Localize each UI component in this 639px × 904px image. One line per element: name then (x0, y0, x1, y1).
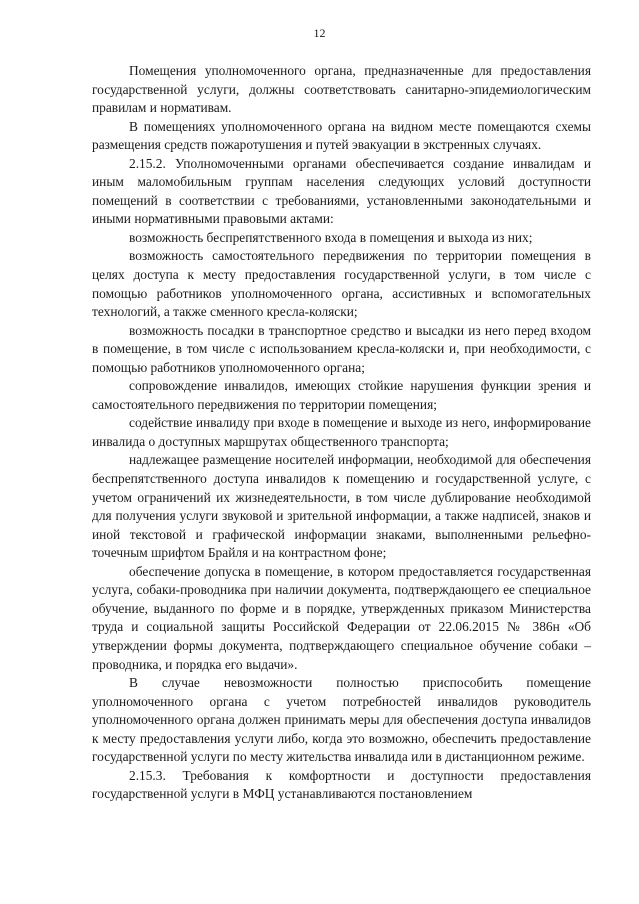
paragraph-section-2-15-3: 2.15.3. Требования к комфортности и доступности предоставления государственной услуги в МФЦ устанавливаются постановлением (92, 767, 591, 802)
paragraph-impossibility-case: В случае невозможности полностью приспособить помещение уполномоченного органа с учетом потребностей инвалидов руководитель уполномоченного органа должен принимать меры для обеспечения доступа инвалидов к месту предоставления услуги либо, когда это возможно, обеспечить предоставление государственной услуги по месту жительства инвалида или в дистанционном режиме. (92, 675, 591, 765)
document-body (92, 62, 591, 804)
paragraph-evacuation-schemes: В помещениях уполномоченного органа на видном месте помещаются схемы размещения средств пожаротушения и путей эвакуации в экстренных случаях. (92, 118, 591, 153)
paragraph-independent-movement: возможность самостоятельного передвижения по территории помещения в целях доступа к месту предоставления государственной услуги, в том числе с помощью работников уполномоченного органа, ассистивных и вспомогательных технологий, а также сменного кресла-коляски; (92, 248, 591, 320)
paragraph-guide-dog-access: обеспечение допуска в помещение, в котором предоставляется государственная услуга, собаки-проводника при наличии документа, подтверждающего ее специальное обучение, выданного по форме и в порядке, утвержденных приказом Министерства труда и социальной защиты Российской Федерации от 22.06.2015 № 386н «Об утверждении формы документа, подтверждающего специальное обучение собаки – проводника, и порядка его выдачи». (92, 563, 591, 672)
paragraph-vehicle-boarding: возможность посадки в транспортное средство и высадки из него перед входом в помещение, в том числе с использованием кресла-коляски и, при необходимости, с помощью работников уполномоченного органа; (92, 322, 591, 375)
paragraph-escort: сопровождение инвалидов, имеющих стойкие нарушения функции зрения и самостоятельного передвижения по территории помещения; (92, 378, 591, 412)
paragraph-section-2-15-2: 2.15.2. Уполномоченными органами обеспечивается создание инвалидам и иным маломобильным группам населения следующих условий доступности помещений в соответствии с требованиями, установленными законодательными и иными нормативными правовыми актами: (92, 155, 591, 227)
paragraph-information-placement: надлежащее размещение носителей информации, необходимой для обеспечения беспрепятственного доступа инвалидов к помещению и государственной услуге, с учетом ограничений их жизнедеятельности, в том числе дублирование необходимой для получения услуги звуковой и зрительной информации, а также надписей, знаков и иной текстовой и графической информации знаками, выполненными рельефно-точечным шрифтом Брайля и на контрастном фоне; (92, 452, 591, 561)
page-number: 12 (313, 26, 326, 40)
paragraph-premises-requirements: Помещения уполномоченного органа, предназначенные для предоставления государственной услуги, должны соответствовать санитарно-эпидемиологическим правилам и нормативам. (92, 63, 591, 116)
paragraph-free-entry: возможность беспрепятственного входа в помещения и выхода из них; (129, 229, 533, 245)
paragraph-assistance-info: содействие инвалиду при входе в помещение и выходе из него, информирование инвалида о доступных маршрутах общественного транспорта; (92, 415, 591, 449)
